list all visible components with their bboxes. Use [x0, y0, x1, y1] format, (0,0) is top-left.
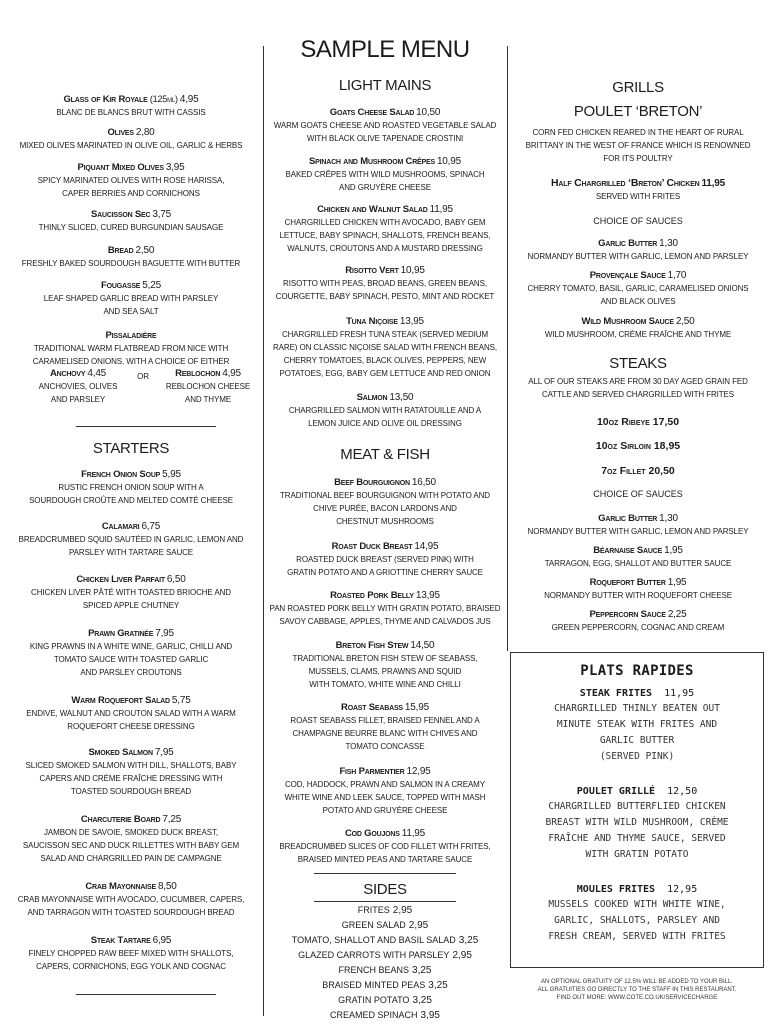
item-name: Olives [107, 127, 134, 138]
item-price: 1,70 [667, 270, 687, 281]
item-price: 3,95 [165, 162, 185, 173]
item-name: Salmon [356, 392, 388, 403]
menu-item [0, 245, 262, 270]
item-price: 4,45 [87, 368, 107, 379]
item-name: Spinach and Mushroom Crêpes [309, 156, 435, 167]
item-price: 16,50 [411, 477, 436, 488]
item-price: 5,95 [162, 469, 181, 480]
section-heading: LIGHT MAINS [338, 77, 432, 94]
side-price: 3,25 [428, 980, 448, 991]
menu-item [264, 156, 506, 194]
item-description: POTATOES, EGG, BABY GEM LETTUCE AND RED ONION [279, 369, 491, 378]
item-description: GRATIN POTATO AND A GRIOTTINE CHERRY SAUCE [287, 568, 483, 577]
section-divider [314, 901, 456, 902]
item-name: Risotto Vert [345, 265, 399, 276]
item-price: 6,50 [166, 574, 186, 585]
item-name: Breton Fish Stew [335, 640, 409, 651]
item-price: 13,50 [389, 392, 414, 403]
item-description: RUSTIC FRENCH ONION SOUP WITH A [58, 483, 204, 492]
section-divider [314, 873, 456, 874]
item-description: LETTUCE, BABY SPINACH, SHALLOTS, FRENCH BEANS, [279, 231, 491, 240]
item-name: Cod Goujons [344, 828, 400, 839]
item-description: THINLY SLICED, CURED BURGUNDIAN SAUSAGE [38, 223, 224, 232]
item-description: CHAMPAGNE BEURRE BLANC WITH CHIVES AND [292, 729, 478, 738]
menu-item [0, 127, 262, 152]
item-description: CHARGRILLED CHICKEN WITH AVOCADO, BABY GEM [284, 218, 486, 227]
section-heading: STARTERS [92, 440, 170, 457]
section-heading: MEAT & FISH [340, 446, 430, 463]
item-description: MINUTE STEAK WITH FRITES AND [556, 719, 718, 730]
menu-item [264, 640, 506, 691]
item-name: 10oz Ribeye [596, 416, 650, 428]
column-right [508, 0, 768, 650]
sauce-item [508, 513, 768, 538]
side-name: GRATIN POTATO [338, 995, 410, 1005]
gratuity-line: FIND OUT MORE: WWW.COTE.CO.UK/SERVICECHARGE [556, 995, 718, 1001]
menu-item [508, 177, 768, 203]
menu-item [264, 204, 506, 255]
item-name: Reblochon [175, 368, 221, 379]
item-name: Roast Seabass [341, 702, 403, 713]
item-price: 1,95 [664, 545, 683, 556]
item-price: 8,50 [157, 881, 177, 892]
item-name: POULET GRILLÉ [576, 786, 656, 797]
item-description: COD, HADDOCK, PRAWN AND SALMON IN A CREAMY [285, 780, 485, 789]
sides-list [264, 903, 506, 1023]
item-description: PARSLEY WITH TARTARE SAUCE [68, 548, 194, 557]
item-description: ENDIVE, WALNUT AND CROUTON SALAD WITH A WARM [26, 709, 236, 718]
item-description: TOMATO SAUCE WITH TOASTED GARLIC [53, 655, 209, 664]
or-label: OR [137, 372, 149, 381]
steaks-description [508, 375, 768, 401]
item-description: BREADCRUMBED SLICES OF COD FILLET WITH FRITES, [279, 842, 491, 851]
plat-item [511, 785, 763, 863]
item-name: Pissaladière [105, 330, 157, 341]
item-description: CHICKEN LIVER PÂTÉ WITH TOASTED BRIOCHE AND [31, 588, 231, 597]
menu-item [0, 574, 262, 612]
item-description: ROASTED DUCK BREAST (SERVED PINK) WITH [296, 555, 474, 564]
side-price: 2,95 [392, 905, 413, 916]
item-price: 5,25 [142, 280, 161, 291]
item-description: BAKED CRÊPES WITH WILD MUSHROOMS, SPINACH [285, 170, 485, 179]
menu-item [0, 814, 262, 865]
menu-item [0, 469, 262, 507]
item-name: Glass of Kir Royale [63, 94, 148, 105]
item-price: 14,50 [410, 640, 435, 651]
item-name: Garlic Butter [598, 513, 658, 524]
item-name: Saucisson Sec [90, 209, 151, 220]
item-description: CRAB MAYONNAISE WITH AVOCADO, CUCUMBER, CAPERS, [17, 895, 245, 904]
item-name: Roquefort Butter [589, 577, 666, 588]
menu-item [264, 392, 506, 430]
item-description: PAN ROASTED PORK BELLY WITH GRATIN POTATO, BRAISED [269, 604, 501, 613]
item-description: BRITTANY IN THE WEST OF FRANCE WHICH IS RENOWNED [525, 141, 751, 150]
section-divider [76, 426, 216, 427]
item-name: Smoked Salmon [88, 747, 153, 758]
item-name: Fougasse [101, 280, 141, 291]
item-name: Bread [107, 245, 134, 256]
side-name: BRAISED MINTED PEAS [322, 980, 426, 990]
side-item [264, 1008, 506, 1023]
side-price: 2,95 [408, 920, 429, 931]
item-description: CORN FED CHICKEN REARED IN THE HEART OF RURAL [532, 128, 744, 137]
item-price: 18,95 [653, 440, 681, 452]
item-description: NORMANDY BUTTER WITH GARLIC, LEMON AND PARSLEY [527, 252, 749, 261]
item-description: ANCHOVIES, OLIVES [38, 382, 118, 391]
item-price: 11,95 [701, 178, 725, 189]
item-description: FOR ITS POULTRY [603, 154, 673, 163]
menu-item [264, 541, 506, 579]
item-name: Goats Cheese Salad [329, 107, 415, 118]
item-name: MOULES FRITES [576, 884, 656, 895]
item-description: SAUCISSON SEC AND DUCK RILLETTES WITH BABY GEM [22, 841, 240, 850]
item-name: Fish Parmentier [339, 766, 405, 777]
item-price: 12,95 [667, 884, 698, 895]
menu-item [264, 316, 506, 380]
side-name: GREEN SALAD [341, 920, 406, 930]
item-description: WARM GOATS CHEESE AND ROASTED VEGETABLE SALAD [273, 121, 497, 130]
side-item [264, 918, 506, 933]
item-description: LEMON JUICE AND OLIVE OIL DRESSING [308, 419, 462, 428]
pissaladiere-item [0, 330, 262, 368]
item-description: TRADITIONAL BEEF BOURGUIGNON WITH POTATO AND [280, 491, 490, 500]
sauce-item [508, 609, 768, 634]
item-description: JAMBON DE SAVOIE, SMOKED DUCK BREAST, [44, 828, 218, 837]
section-heading: STEAKS [609, 355, 667, 372]
item-description: AND BLACK OLIVES [600, 297, 676, 306]
item-price: 4,95 [222, 368, 241, 379]
menu-title: SAMPLE MENU [300, 36, 470, 63]
menu-item [0, 209, 262, 234]
menu-item [264, 477, 506, 528]
item-description: BREADCRUMBED SQUID SAUTÉED IN GARLIC, LEMON AND [18, 535, 244, 544]
item-description: AND TARRAGON WITH TOASTED SOURDOUGH BREAD [27, 908, 235, 917]
pissaladiere-reblochon [158, 368, 258, 406]
item-description: CAPERS, CORNICHONS, EGG YOLK AND COGNAC [36, 962, 226, 971]
plat-item [511, 883, 763, 945]
item-description: SAVOY CABBAGE, APPLES, THYME AND CALVADOS JUS [279, 617, 491, 626]
item-price: 11,95 [401, 828, 426, 839]
item-description: TARRAGON, EGG, SHALLOT AND BUTTER SAUCE [544, 559, 732, 568]
item-size: (125ml) [147, 94, 178, 104]
gratuity-note [512, 978, 762, 1002]
item-name: Beef Bourguignon [334, 477, 410, 488]
item-description: CATTLE AND SERVED CHARGRILLED WITH FRITES [541, 390, 735, 399]
item-price: 2,25 [667, 609, 687, 620]
item-description: SERVED WITH FRITES [595, 192, 681, 201]
item-description: CAPERS AND CRÈME FRAÎCHE DRESSING WITH [39, 774, 223, 783]
side-item [264, 933, 506, 948]
side-name: GLAZED CARROTS WITH PARSLEY [298, 950, 450, 960]
item-description: FRESH CREAM, SERVED WITH FRITES [548, 931, 726, 942]
sauce-item [508, 316, 768, 341]
item-description: ROAST SEABASS FILLET, BRAISED FENNEL AND A [290, 716, 480, 725]
item-name: Roast Duck Breast [331, 541, 413, 552]
menu-item [264, 590, 506, 628]
item-price: 5,75 [171, 695, 191, 706]
item-name: Wild Mushroom Sauce [581, 316, 674, 327]
item-description: AND PARSLEY [50, 395, 106, 404]
item-price: 7,25 [162, 814, 182, 825]
section-heading: SIDES [363, 881, 407, 898]
side-item [264, 948, 506, 963]
item-description: TRADITIONAL WARM FLATBREAD FROM NICE WITH [33, 344, 229, 353]
item-description: RISOTTO WITH PEAS, BROAD BEANS, GREEN BEANS, [283, 279, 487, 288]
item-description: MUSSELS, CLAMS, PRAWNS AND SQUID [308, 667, 462, 676]
item-description: SOURDOUGH CROÛTE AND MELTED COMTÉ CHEESE [29, 496, 233, 505]
item-description: SPICED APPLE CHUTNEY [82, 601, 180, 610]
choice-label: CHOICE OF SAUCES [593, 216, 683, 226]
column-middle [264, 0, 506, 1024]
item-price: 2,50 [135, 245, 155, 256]
item-name: STEAK FRITES [579, 688, 653, 699]
item-description: WALNUTS, CROUTONS AND A MUSTARD DRESSING [287, 244, 483, 253]
item-price: 6,95 [152, 935, 172, 946]
item-description: WITH GRATIN POTATO [585, 849, 689, 860]
item-name: Charcuterie Board [80, 814, 161, 825]
menu-item [0, 280, 262, 318]
item-description: FINELY CHOPPED RAW BEEF MIXED WITH SHALLOTS, [28, 949, 234, 958]
menu-item [264, 766, 506, 817]
item-price: 10,50 [416, 107, 441, 118]
item-price: 15,95 [404, 702, 429, 713]
section-heading: POULET ‘BRETON’ [573, 103, 703, 120]
item-price: 2,80 [135, 127, 155, 138]
side-name: TOMATO, SHALLOT AND BASIL SALAD [291, 935, 456, 945]
item-name: Half Chargrilled ‘Breton’ Chicken [551, 177, 700, 189]
item-description: LEAF SHAPED GARLIC BREAD WITH PARSLEY [43, 294, 219, 303]
item-description: CAPER BERRIES AND CORNICHONS [62, 189, 200, 198]
item-description: RARE) ON CLASSIC NIÇOISE SALAD WITH FRENCH BEANS, [272, 343, 498, 352]
item-name: Tuna Niçoise [346, 316, 398, 327]
item-name: Prawn Gratinée [88, 628, 154, 639]
side-name: FRENCH BEANS [338, 965, 410, 975]
item-price: 13,95 [399, 316, 424, 327]
side-price: 3,25 [412, 995, 432, 1006]
menu-item [0, 521, 262, 559]
item-description: GREEN PEPPERCORN, COGNAC AND CREAM [551, 623, 725, 632]
menu-item [264, 107, 506, 145]
menu-item [0, 695, 262, 733]
item-description: CHARGRILLED BUTTERFLIED CHICKEN [548, 801, 726, 812]
item-name: Roasted Pork Belly [330, 590, 414, 601]
item-name: 10oz Sirloin [595, 440, 651, 452]
menu-item [0, 881, 262, 919]
menu-item [0, 935, 262, 973]
item-description: POTATO AND GRUYÈRE CHEESE [322, 806, 448, 815]
item-description: TOASTED SOURDOUGH BREAD [70, 787, 192, 796]
sauce-item [508, 270, 768, 308]
item-name: Warm Roquefort Salad [71, 695, 170, 706]
item-description: AND THYME [184, 395, 232, 404]
item-description: NORMANDY BUTTER WITH ROQUEFORT CHEESE [544, 591, 732, 600]
menu-item [0, 162, 262, 200]
item-description: (SERVED PINK) [599, 751, 675, 762]
item-price: 20,50 [648, 465, 675, 477]
side-price: 3,25 [412, 965, 432, 976]
item-description: CHARGRILLED FRESH TUNA STEAK (SERVED MEDIUM [281, 330, 489, 339]
steak-item [508, 416, 768, 429]
item-description: COURGETTE, BABY SPINACH, PESTO, MINT AND ROCKET [275, 292, 495, 301]
side-price: 3,25 [458, 935, 479, 946]
menu-item [264, 828, 506, 866]
item-price: 10,95 [400, 265, 425, 276]
item-description: BRAISED MINTED PEAS AND TARTARE SAUCE [297, 855, 473, 864]
side-item [264, 963, 506, 978]
section-divider [76, 994, 216, 995]
side-item [264, 903, 506, 918]
item-description: WILD MUSHROOM, CRÈME FRAÎCHE AND THYME [544, 330, 732, 339]
menu-item [0, 747, 262, 798]
menu-item [0, 93, 262, 119]
side-name: CREAMED SPINACH [330, 1010, 418, 1020]
item-name: Steak Tartare [90, 935, 151, 946]
sauce-item [508, 238, 768, 263]
sauce-item [508, 545, 768, 570]
menu-item [264, 702, 506, 753]
item-description: KING PRAWNS IN A WHITE WINE, GARLIC, CHILLI AND [29, 642, 233, 651]
section-heading: GRILLS [612, 79, 664, 96]
item-description: TOMATO CONCASSE [345, 742, 425, 751]
item-price: 1,95 [667, 577, 687, 588]
plats-rapides-box [510, 652, 764, 968]
item-description: CHERRY TOMATO, BASIL, GARLIC, CARAMELISED ONIONS [527, 284, 749, 293]
side-item [264, 993, 506, 1008]
item-name: Piquant Mixed Olives [77, 162, 164, 173]
item-name: Calamari [101, 521, 140, 532]
item-description: AND SEA SALT [103, 307, 159, 316]
item-description: WITH TOMATO, WHITE WINE AND CHILLI [309, 680, 461, 689]
item-price: 12,95 [406, 766, 431, 777]
item-name: Chicken and Walnut Salad [317, 204, 428, 215]
item-price: 14,95 [414, 541, 439, 552]
item-name: Chicken Liver Parfait [76, 574, 165, 585]
item-description: CHERRY TOMATOES, BLACK OLIVES, PEPPERS, NEW [283, 356, 487, 365]
steak-item [508, 465, 768, 478]
menu-item [0, 628, 262, 679]
item-description: MUSSELS COOKED WITH WHITE WINE, [548, 899, 726, 910]
item-description: MIXED OLIVES MARINATED IN OLIVE OIL, GARLIC & HERBS [19, 141, 243, 150]
item-price: 6,75 [141, 521, 161, 532]
item-name: 7oz Fillet [601, 465, 646, 477]
item-description: SALAD AND CHARGRILLED PAIN DE CAMPAGNE [40, 854, 222, 863]
side-name: FRITES [357, 905, 390, 915]
item-description: TRADITIONAL BRETON FISH STEW OF SEABASS, [292, 654, 478, 663]
side-price: 2,95 [452, 950, 472, 961]
item-price: 1,30 [659, 513, 678, 524]
item-price: 12,50 [667, 786, 698, 797]
item-name: Garlic Butter [598, 238, 658, 249]
side-price: 3,95 [420, 1010, 440, 1021]
item-description: REBLOCHON CHEESE [165, 382, 251, 391]
item-price: 3,75 [152, 209, 172, 220]
item-price: 11,95 [664, 688, 695, 699]
item-name: Peppercorn Sauce [589, 609, 666, 620]
item-name: Crab Mayonnaise [85, 881, 156, 892]
item-description: AND PARSLEY CROUTONS [80, 668, 182, 677]
item-description: CHARGRILLED THINLY BEATEN OUT [554, 703, 720, 714]
item-description: NORMANDY BUTTER WITH GARLIC, LEMON AND PARSLEY [527, 527, 749, 536]
item-description: BLANC DE BLANCS BRUT WITH CASSIS [56, 108, 206, 117]
menu-item [264, 265, 506, 303]
item-price: 4,95 [179, 94, 199, 105]
choice-label: CHOICE OF SAUCES [593, 489, 683, 499]
plat-item [511, 687, 763, 765]
item-price: 7,95 [155, 628, 174, 639]
item-description: FRESHLY BAKED SOURDOUGH BAGUETTE WITH BUTTER [21, 259, 241, 268]
item-name: Béarnaise Sauce [593, 545, 663, 556]
item-description: CHARGRILLED SALMON WITH RATATOUILLE AND A [288, 406, 482, 415]
item-description: FRAÎCHE AND THYME SAUCE, SERVED [548, 833, 726, 844]
item-price: 13,95 [415, 590, 440, 601]
item-description: CHIVE PURÉE, BACON LARDONS AND [313, 504, 457, 513]
item-description: GARLIC, SHALLOTS, PARSLEY AND [554, 915, 720, 926]
item-description: WITH BLACK OLIVE TAPENADE CROSTINI [306, 134, 464, 143]
item-description: SLICED SMOKED SALMON WITH DILL, SHALLOTS, BABY [25, 761, 237, 770]
item-name: Provençale Sauce [589, 270, 666, 281]
item-description: CHESTNUT MUSHROOMS [336, 517, 434, 526]
item-description: ROQUEFORT CHEESE DRESSING [67, 722, 195, 731]
box-title: PLATS RAPIDES [580, 663, 694, 679]
gratuity-line: ALL GRATUITIES GO DIRECTLY TO THE STAFF IN THIS RESTAURANT. [537, 987, 737, 993]
pissaladiere-anchovy [28, 368, 128, 406]
side-item [264, 978, 506, 993]
steak-item [508, 440, 768, 453]
item-price: 10,95 [436, 156, 461, 167]
gratuity-line: AN OPTIONAL GRATUITY OF 12.5% WILL BE ADDED TO YOUR BILL. [540, 979, 734, 985]
item-description: WHITE WINE AND LEEK SAUCE, TOPPED WITH MASH [284, 793, 486, 802]
item-name: Anchovy [49, 368, 86, 379]
item-description: GARLIC BUTTER [599, 735, 675, 746]
item-description: SPICY MARINATED OLIVES WITH ROSE HARISSA, [37, 176, 225, 185]
item-price: 2,50 [675, 316, 695, 327]
item-name: French Onion Soup [81, 469, 161, 480]
item-price: 11,95 [429, 204, 453, 215]
item-price: 7,95 [154, 747, 174, 758]
item-price: 17,50 [652, 416, 680, 428]
sauce-item [508, 577, 768, 602]
item-price: 1,30 [659, 238, 678, 249]
item-description: AND GRUYÈRE CHEESE [339, 183, 431, 192]
column-left [0, 0, 262, 1024]
item-description: CARAMELISED ONIONS, WITH A CHOICE OF EITHER [32, 357, 230, 366]
poulet-description [508, 126, 768, 165]
item-description: ALL OF OUR STEAKS ARE FROM 30 DAY AGED GRAIN FED [528, 377, 748, 386]
item-description: BREAST WITH WILD MUSHROOM, CRÈME [545, 817, 729, 828]
